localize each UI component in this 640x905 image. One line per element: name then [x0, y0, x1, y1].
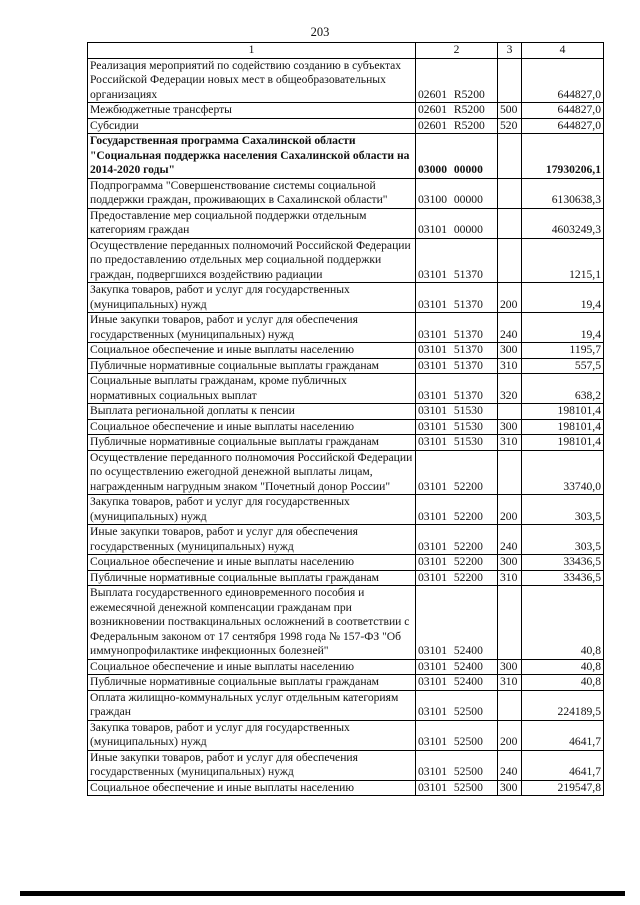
- row-target-article-cell: 03101 51370: [416, 313, 498, 343]
- row-name-cell: Социальное обеспечение и иные выплаты населению: [88, 659, 416, 675]
- row-amount-cell: 219547,8: [522, 780, 604, 796]
- row-expense-type-cell: [498, 450, 522, 495]
- table-row: [88, 690, 604, 720]
- row-name-cell: Предоставление мер социальной поддержки отдельным категориям граждан: [88, 208, 416, 238]
- table-row: [88, 780, 604, 796]
- row-name-cell: Социальное обеспечение и иные выплаты населению: [88, 343, 416, 359]
- row-name-cell: Публичные нормативные социальные выплаты гражданам: [88, 435, 416, 451]
- row-amount-cell: 4641,7: [522, 750, 604, 780]
- row-name-cell: Социальное обеспечение и иные выплаты населению: [88, 419, 416, 435]
- row-amount-cell: 40,8: [522, 675, 604, 691]
- table-header-row: [88, 43, 604, 59]
- row-amount-cell: 33436,5: [522, 555, 604, 571]
- table-row: [88, 178, 604, 208]
- table-row: [88, 118, 604, 134]
- row-expense-type-cell: [498, 586, 522, 660]
- row-amount-cell: 303,5: [522, 495, 604, 525]
- row-expense-type-cell: 300: [498, 659, 522, 675]
- row-name-cell: Иные закупки товаров, работ и услуг для обеспечения государственных (муниципальных) нужд: [88, 313, 416, 343]
- row-amount-cell: 303,5: [522, 525, 604, 555]
- table-row: [88, 659, 604, 675]
- row-name-cell: Иные закупки товаров, работ и услуг для обеспечения государственных (муниципальных) нужд: [88, 525, 416, 555]
- table-row: [88, 208, 604, 238]
- row-amount-cell: 40,8: [522, 586, 604, 660]
- row-amount-cell: 4603249,3: [522, 208, 604, 238]
- row-amount-cell: 19,4: [522, 283, 604, 313]
- header-col-name: 1: [88, 43, 416, 59]
- row-target-article-cell: 03101 52200: [416, 450, 498, 495]
- row-target-article-cell: 03101 52500: [416, 780, 498, 796]
- row-amount-cell: 33740,0: [522, 450, 604, 495]
- row-expense-type-cell: 300: [498, 555, 522, 571]
- table-row: [88, 358, 604, 374]
- row-target-article-cell: 03101 51370: [416, 374, 498, 404]
- row-expense-type-cell: 200: [498, 495, 522, 525]
- table-row: [88, 419, 604, 435]
- row-name-cell: Публичные нормативные социальные выплаты гражданам: [88, 675, 416, 691]
- bottom-border-bar: [20, 891, 625, 896]
- row-name-cell: Социальные выплаты гражданам, кроме публичных нормативных социальных выплат: [88, 374, 416, 404]
- row-expense-type-cell: 520: [498, 118, 522, 134]
- row-expense-type-cell: 310: [498, 358, 522, 374]
- row-amount-cell: 644827,0: [522, 58, 604, 103]
- row-amount-cell: 557,5: [522, 358, 604, 374]
- row-target-article-cell: 03000 00000: [416, 134, 498, 179]
- table-row: [88, 103, 604, 119]
- row-expense-type-cell: 200: [498, 283, 522, 313]
- header-col-expense-type: 3: [498, 43, 522, 59]
- row-name-cell: Выплата региональной доплаты к пенсии: [88, 404, 416, 420]
- row-name-cell: Межбюджетные трансферты: [88, 103, 416, 119]
- row-name-cell: Осуществление переданных полномочий Российской Федерации по предоставлению отдельных мер социальной поддержки граждан, подвергшихся воздействию радиации: [88, 238, 416, 283]
- row-expense-type-cell: [498, 238, 522, 283]
- row-amount-cell: 17930206,1: [522, 134, 604, 179]
- row-target-article-cell: 03101 51370: [416, 283, 498, 313]
- row-amount-cell: 198101,4: [522, 404, 604, 420]
- row-target-article-cell: 03101 51530: [416, 419, 498, 435]
- row-amount-cell: 638,2: [522, 374, 604, 404]
- row-amount-cell: 19,4: [522, 313, 604, 343]
- row-expense-type-cell: 200: [498, 720, 522, 750]
- table-row: [88, 313, 604, 343]
- row-name-cell: Осуществление переданного полномочия Российской Федерации по осуществлению ежегодной денежной выплаты лицам, награжденным нагрудным знаком "Почетный донор России": [88, 450, 416, 495]
- row-target-article-cell: 03101 52200: [416, 525, 498, 555]
- row-name-cell: Социальное обеспечение и иные выплаты населению: [88, 780, 416, 796]
- row-expense-type-cell: 310: [498, 675, 522, 691]
- row-name-cell: Иные закупки товаров, работ и услуг для обеспечения государственных (муниципальных) нужд: [88, 750, 416, 780]
- table-row: [88, 495, 604, 525]
- row-amount-cell: 1215,1: [522, 238, 604, 283]
- row-amount-cell: 224189,5: [522, 690, 604, 720]
- row-target-article-cell: 03101 52400: [416, 659, 498, 675]
- row-expense-type-cell: 310: [498, 570, 522, 586]
- row-amount-cell: 4641,7: [522, 720, 604, 750]
- table-row: [88, 404, 604, 420]
- row-name-cell: Публичные нормативные социальные выплаты гражданам: [88, 358, 416, 374]
- row-expense-type-cell: 300: [498, 343, 522, 359]
- row-amount-cell: 40,8: [522, 659, 604, 675]
- row-amount-cell: 198101,4: [522, 419, 604, 435]
- table-row: [88, 570, 604, 586]
- row-target-article-cell: 03101 51370: [416, 343, 498, 359]
- table-row: [88, 720, 604, 750]
- page-number: 203: [310, 25, 330, 39]
- table-row: [88, 750, 604, 780]
- table-row: [88, 555, 604, 571]
- row-expense-type-cell: 310: [498, 435, 522, 451]
- row-amount-cell: 6130638,3: [522, 178, 604, 208]
- table-row: [88, 675, 604, 691]
- row-expense-type-cell: [498, 178, 522, 208]
- row-expense-type-cell: [498, 134, 522, 179]
- row-name-cell: Реализация мероприятий по содействию созданию в субъектах Российской Федерации новых мест в общеобразовательных организациях: [88, 58, 416, 103]
- row-amount-cell: 198101,4: [522, 435, 604, 451]
- row-target-article-cell: 03101 51370: [416, 358, 498, 374]
- row-name-cell: Оплата жилищно-коммунальных услуг отдельным категориям граждан: [88, 690, 416, 720]
- row-target-article-cell: 03101 52400: [416, 675, 498, 691]
- header-col-target-article: 2: [416, 43, 498, 59]
- row-expense-type-cell: 300: [498, 419, 522, 435]
- row-expense-type-cell: 240: [498, 525, 522, 555]
- row-name-cell: Субсидии: [88, 118, 416, 134]
- table-row: [88, 450, 604, 495]
- row-name-cell: Публичные нормативные социальные выплаты гражданам: [88, 570, 416, 586]
- table-row: [88, 525, 604, 555]
- row-target-article-cell: 03100 00000: [416, 178, 498, 208]
- row-expense-type-cell: [498, 404, 522, 420]
- row-target-article-cell: 03101 52500: [416, 720, 498, 750]
- row-amount-cell: 33436,5: [522, 570, 604, 586]
- row-name-cell: Выплата государственного единовременного пособия и ежемесячной денежной компенсации гражданам при возникновении поствакцинальных осложнений в соответствии с Федеральным законом от 17 сентября 1998 года № 157-ФЗ "Об иммунопрофилактике инфекционных болезней": [88, 586, 416, 660]
- row-expense-type-cell: 300: [498, 780, 522, 796]
- row-expense-type-cell: 240: [498, 750, 522, 780]
- row-expense-type-cell: 500: [498, 103, 522, 119]
- row-expense-type-cell: 320: [498, 374, 522, 404]
- row-name-cell: Государственная программа Сахалинской области "Социальная поддержка населения Сахалинской области на 2014-2020 годы": [88, 134, 416, 179]
- table-row: [88, 134, 604, 179]
- table-row: [88, 343, 604, 359]
- row-expense-type-cell: [498, 208, 522, 238]
- row-target-article-cell: 03101 52500: [416, 690, 498, 720]
- row-target-article-cell: 03101 52500: [416, 750, 498, 780]
- row-target-article-cell: 03101 00000: [416, 208, 498, 238]
- row-amount-cell: 1195,7: [522, 343, 604, 359]
- row-expense-type-cell: 240: [498, 313, 522, 343]
- table-row: [88, 283, 604, 313]
- table-row: [88, 374, 604, 404]
- row-name-cell: Закупка товаров, работ и услуг для государственных (муниципальных) нужд: [88, 495, 416, 525]
- row-target-article-cell: 02601 R5200: [416, 58, 498, 103]
- row-target-article-cell: 03101 52400: [416, 586, 498, 660]
- row-target-article-cell: 03101 52200: [416, 495, 498, 525]
- table-row: [88, 586, 604, 660]
- table-row: [88, 238, 604, 283]
- table-row: [88, 58, 604, 103]
- row-amount-cell: 644827,0: [522, 118, 604, 134]
- row-target-article-cell: 02601 R5200: [416, 118, 498, 134]
- row-name-cell: Закупка товаров, работ и услуг для государственных (муниципальных) нужд: [88, 720, 416, 750]
- row-target-article-cell: 03101 51530: [416, 435, 498, 451]
- row-expense-type-cell: [498, 58, 522, 103]
- row-amount-cell: 644827,0: [522, 103, 604, 119]
- row-target-article-cell: 03101 52200: [416, 555, 498, 571]
- table-row: [88, 435, 604, 451]
- row-name-cell: Подпрограмма "Совершенствование системы социальной поддержки граждан, проживающих в Сахалинской области": [88, 178, 416, 208]
- budget-table: [87, 42, 604, 796]
- row-name-cell: Социальное обеспечение и иные выплаты населению: [88, 555, 416, 571]
- row-expense-type-cell: [498, 690, 522, 720]
- row-name-cell: Закупка товаров, работ и услуг для государственных (муниципальных) нужд: [88, 283, 416, 313]
- row-target-article-cell: 03101 51370: [416, 238, 498, 283]
- header-col-amount: 4: [522, 43, 604, 59]
- row-target-article-cell: 02601 R5200: [416, 103, 498, 119]
- row-target-article-cell: 03101 51530: [416, 404, 498, 420]
- row-target-article-cell: 03101 52200: [416, 570, 498, 586]
